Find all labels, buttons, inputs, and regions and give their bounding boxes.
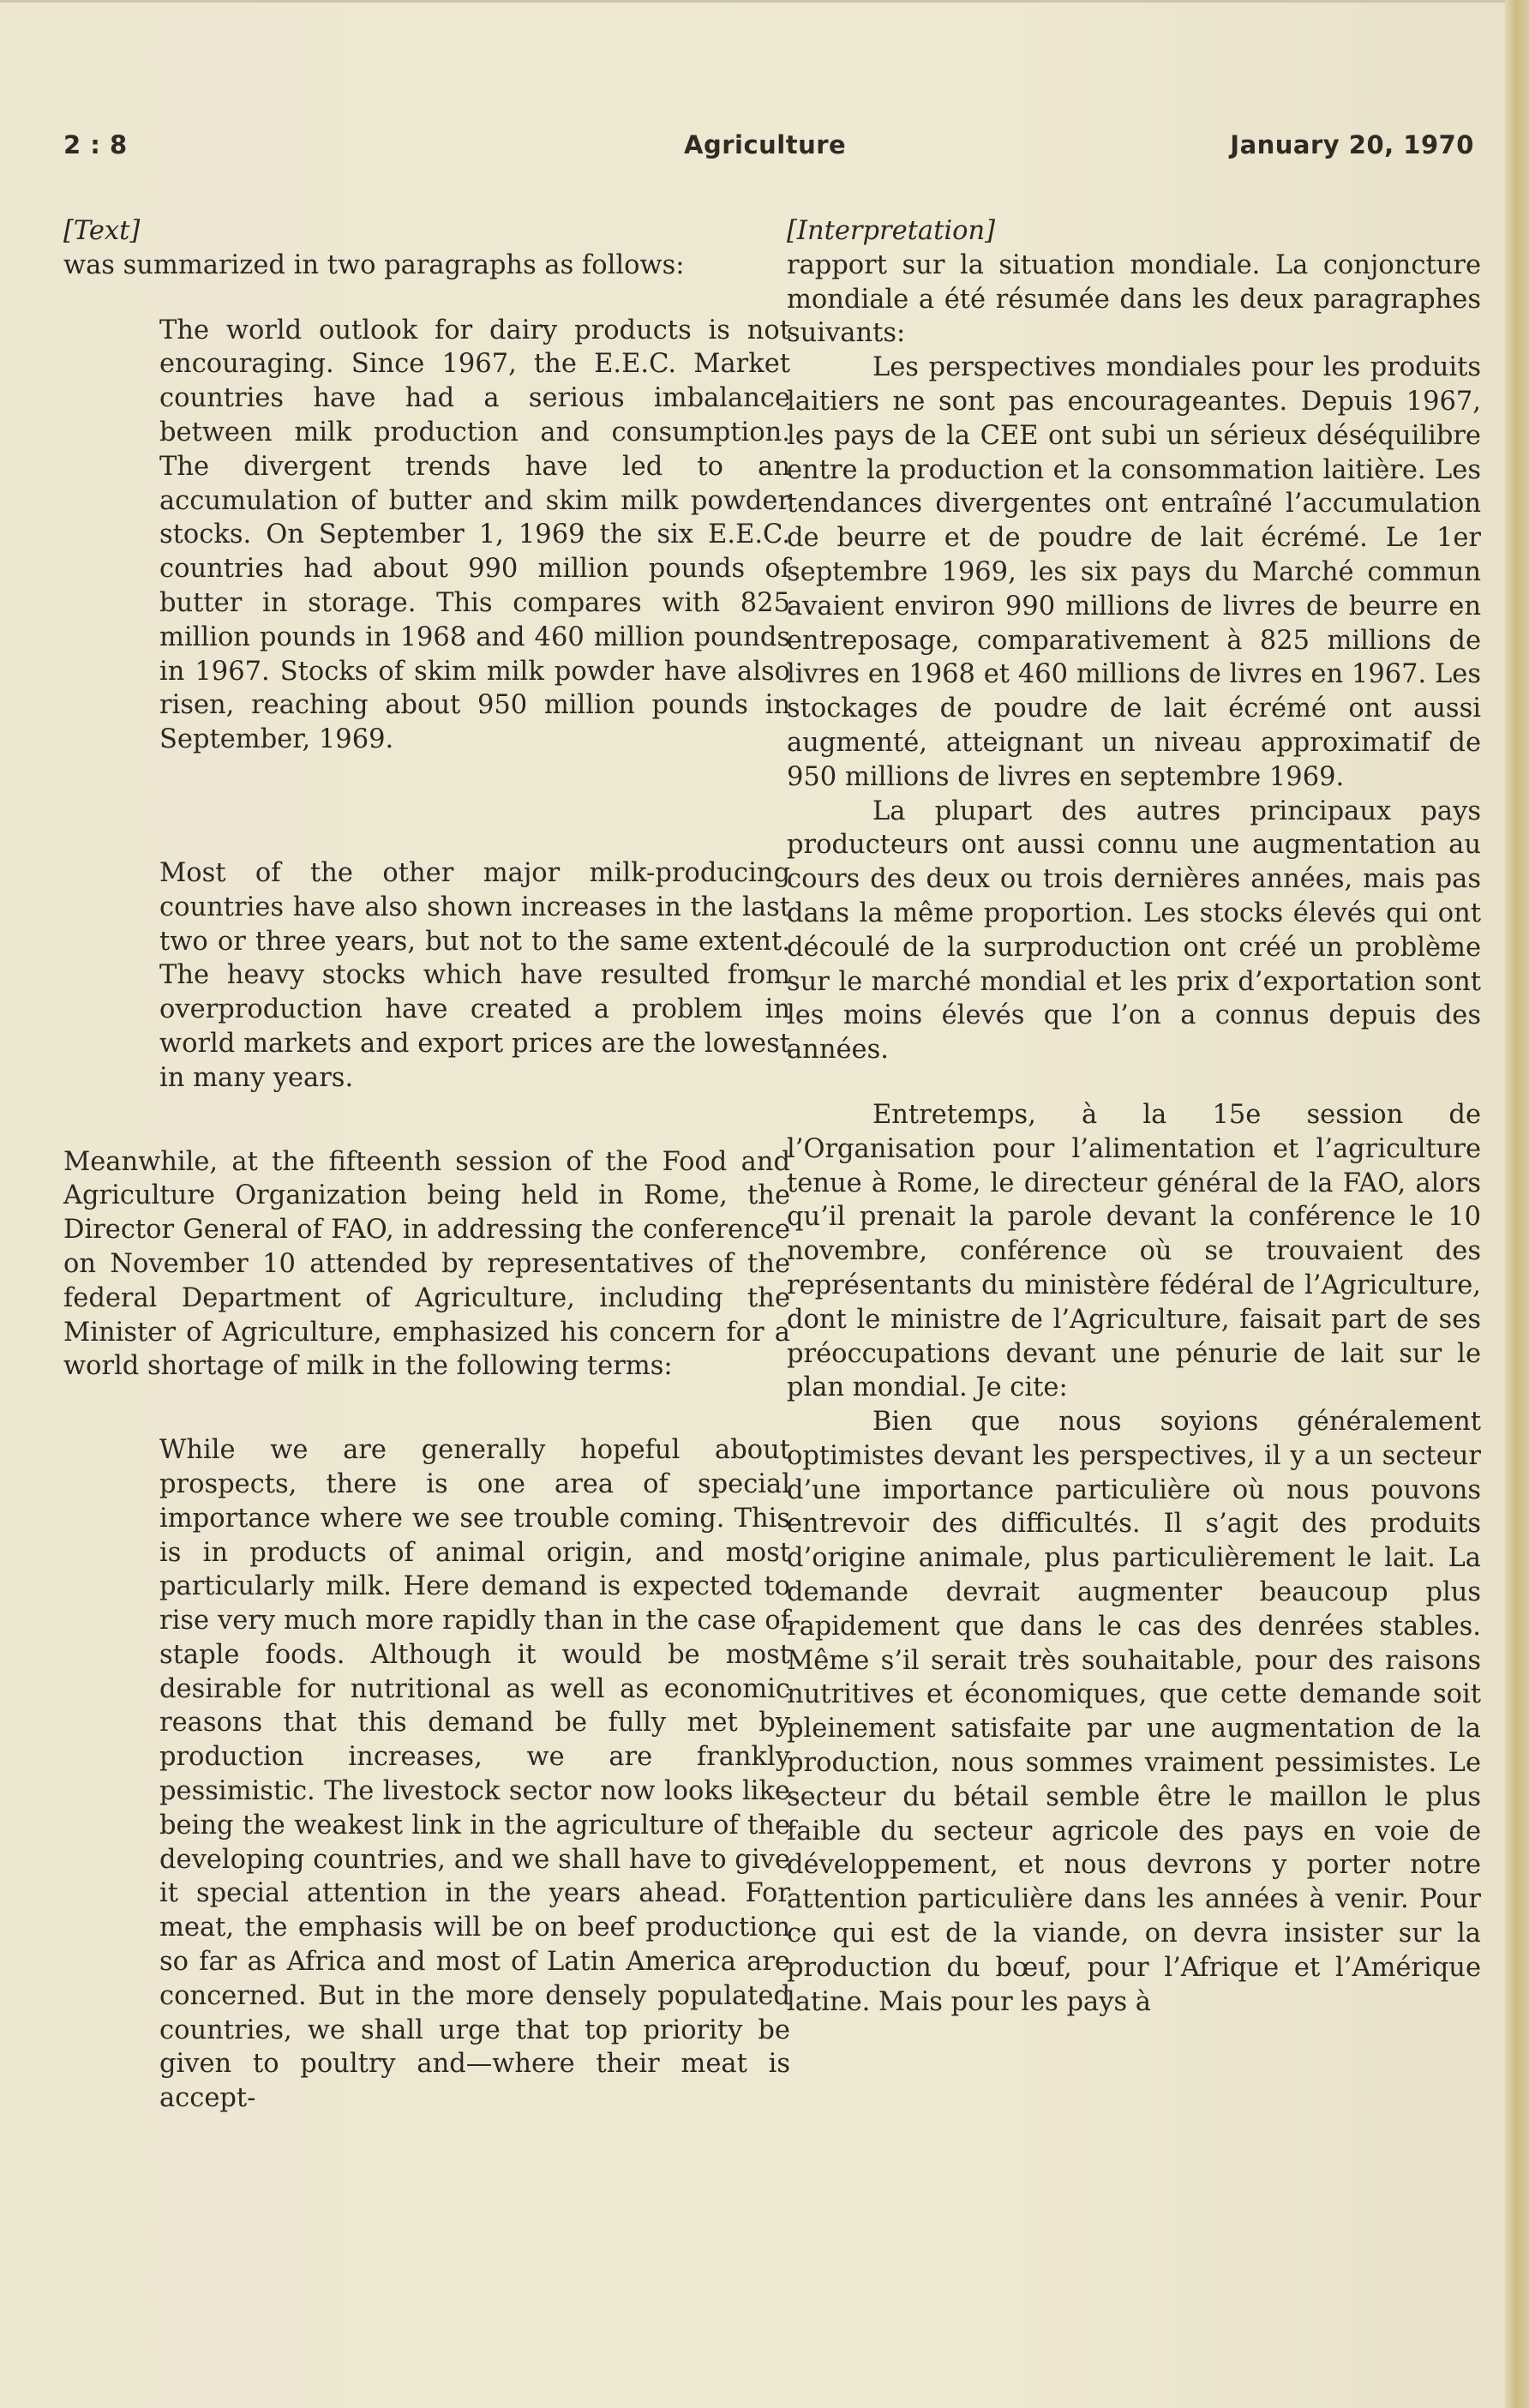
french-column xyxy=(787,214,1481,2019)
quote-paragraph-2-fr: La plupart des autres principaux pays producteurs ont aussi connu une augmentation au cours des deux ou trois dernières années, mais pas dans la même proportion. Les stocks élevés qui ont découlé de la surproduction ont créé un problème sur le marché mondial et les prix d’exportation sont les moins élevés que l’on a connus depuis des années. xyxy=(787,796,1481,1066)
english-column xyxy=(63,214,790,2116)
page-date: January 20, 1970 xyxy=(1230,130,1474,159)
intro-paragraph-fr: rapport sur la situation mondiale. La conjoncture mondiale a été résumée dans les deux paragraphes suivants: xyxy=(787,249,1481,349)
quote-paragraph-1: The world outlook for dairy products is not encouraging. Since 1967, the E.E.C. Market countries have had a serious imbalance between milk production and consumption. The divergent trends have led to an accumulation of butter and skim milk powder stocks. On September 1, 1969 the six E.E.C. countries had about 990 million pounds of butter in storage. This compares with 825 million pounds in 1968 and 460 million pounds in 1967. Stocks of skim milk powder have also risen, reaching about 950 million pounds in September, 1969. xyxy=(159,315,790,755)
intro-paragraph: was summarized in two paragraphs as follows: xyxy=(63,249,685,280)
body-paragraph: Meanwhile, at the fifteenth session of the Food and Agriculture Organization being held in Rome, the Director General of FAO, in addressing the conference on November 10 attended by representatives of the federal Department of Agriculture, including the Minister of Agriculture, emphasized his concern for a world shortage of milk in the following terms: xyxy=(63,1146,790,1382)
column-label-interpretation: [Interpretation] xyxy=(787,216,995,246)
top-rule xyxy=(0,0,1529,3)
quote-paragraph-3-fr: Bien que nous soyions généralement optimistes devant les perspectives, il y a un secteur d’une importance particulière où nous pouvons entrevoir des difficultés. Il s’agit des produits d’origine animale, plus particulièrement le lait. La demande devrait augmenter beaucoup plus rapidement que dans le cas des denrées stables. Même s’il serait très souhaitable, pour des raisons nutritives et économiques, que cette demande soit pleinement satisfaite par une augmentation de la production, nous sommes vraiment pessimistes. Le secteur du bétail semble être le maillon le plus faible du secteur agricole des pays en voie de développement, et nous devrons y porter notre attention particulière dans les années à venir. Pour ce qui est de la viande, on devra insister sur la production du bœuf, pour l’Afrique et l’Amérique latine. Mais pour les pays à xyxy=(787,1407,1481,2017)
quote-paragraph-1-fr: Les perspectives mondiales pour les produits laitiers ne sont pas encourageantes. Depuis 1967, les pays de la CEE ont subi un sérieux déséquilibre entre la production et la consommation laitière. Les tendances divergentes ont entraîné l’accumulation de beurre et de poudre de lait écrémé. Le 1er septembre 1969, les six pays du Marché commun avaient environ 990 millions de livres de beurre en entreposage, comparativement à 825 millions de livres en 1968 et 460 millions de livres en 1967. Les stockages de poudre de lait écrémé ont aussi augmenté, atteignant un niveau approximatif de 950 millions de livres en septembre 1969. xyxy=(787,352,1481,792)
page-header xyxy=(63,130,1474,173)
body-paragraph-fr: Entretemps, à la 15e session de l’Organisation pour l’alimentation et l’agriculture tenue à Rome, le directeur général de la FAO, alors qu’il prenait la parole devant la conférence le 10 novembre, conférence où se trouvaient des représentants du ministère fédéral de l’Agriculture, dont le ministre de l’Agriculture, faisait part de ses préoccupations devant une pénurie de lait sur le plan mondial. Je cite: xyxy=(787,1099,1481,1403)
page-edge xyxy=(1505,0,1529,2408)
section-title: Agriculture xyxy=(684,130,847,159)
quote-paragraph-3: While we are generally hopeful about prospects, there is one area of special importance where we see trouble coming. This is in products of animal origin, and most particularly milk. Here demand is expected to rise very much more rapidly than in the case of staple foods. Although it would be most desirable for nutritional as well as economic reasons that this demand be fully met by production increases, we are frankly pessimistic. The livestock sector now looks like being the weakest link in the agriculture of the developing countries, and we shall have to give it special attention in the years ahead. For meat, the emphasis will be on beef production so far as Africa and most of Latin America are concerned. But in the more densely populated countries, we shall urge that top priority be given to poultry and—where their meat is accept- xyxy=(159,1435,790,2114)
column-label-text: [Text] xyxy=(63,216,141,246)
quote-paragraph-2: Most of the other major milk-producing countries have also shown increases in the last two or three years, but not to the same extent. The heavy stocks which have resulted from overproduction have created a problem in world markets and export prices are the lowest in many years. xyxy=(159,857,790,1093)
page-number: 2 : 8 xyxy=(63,130,128,159)
